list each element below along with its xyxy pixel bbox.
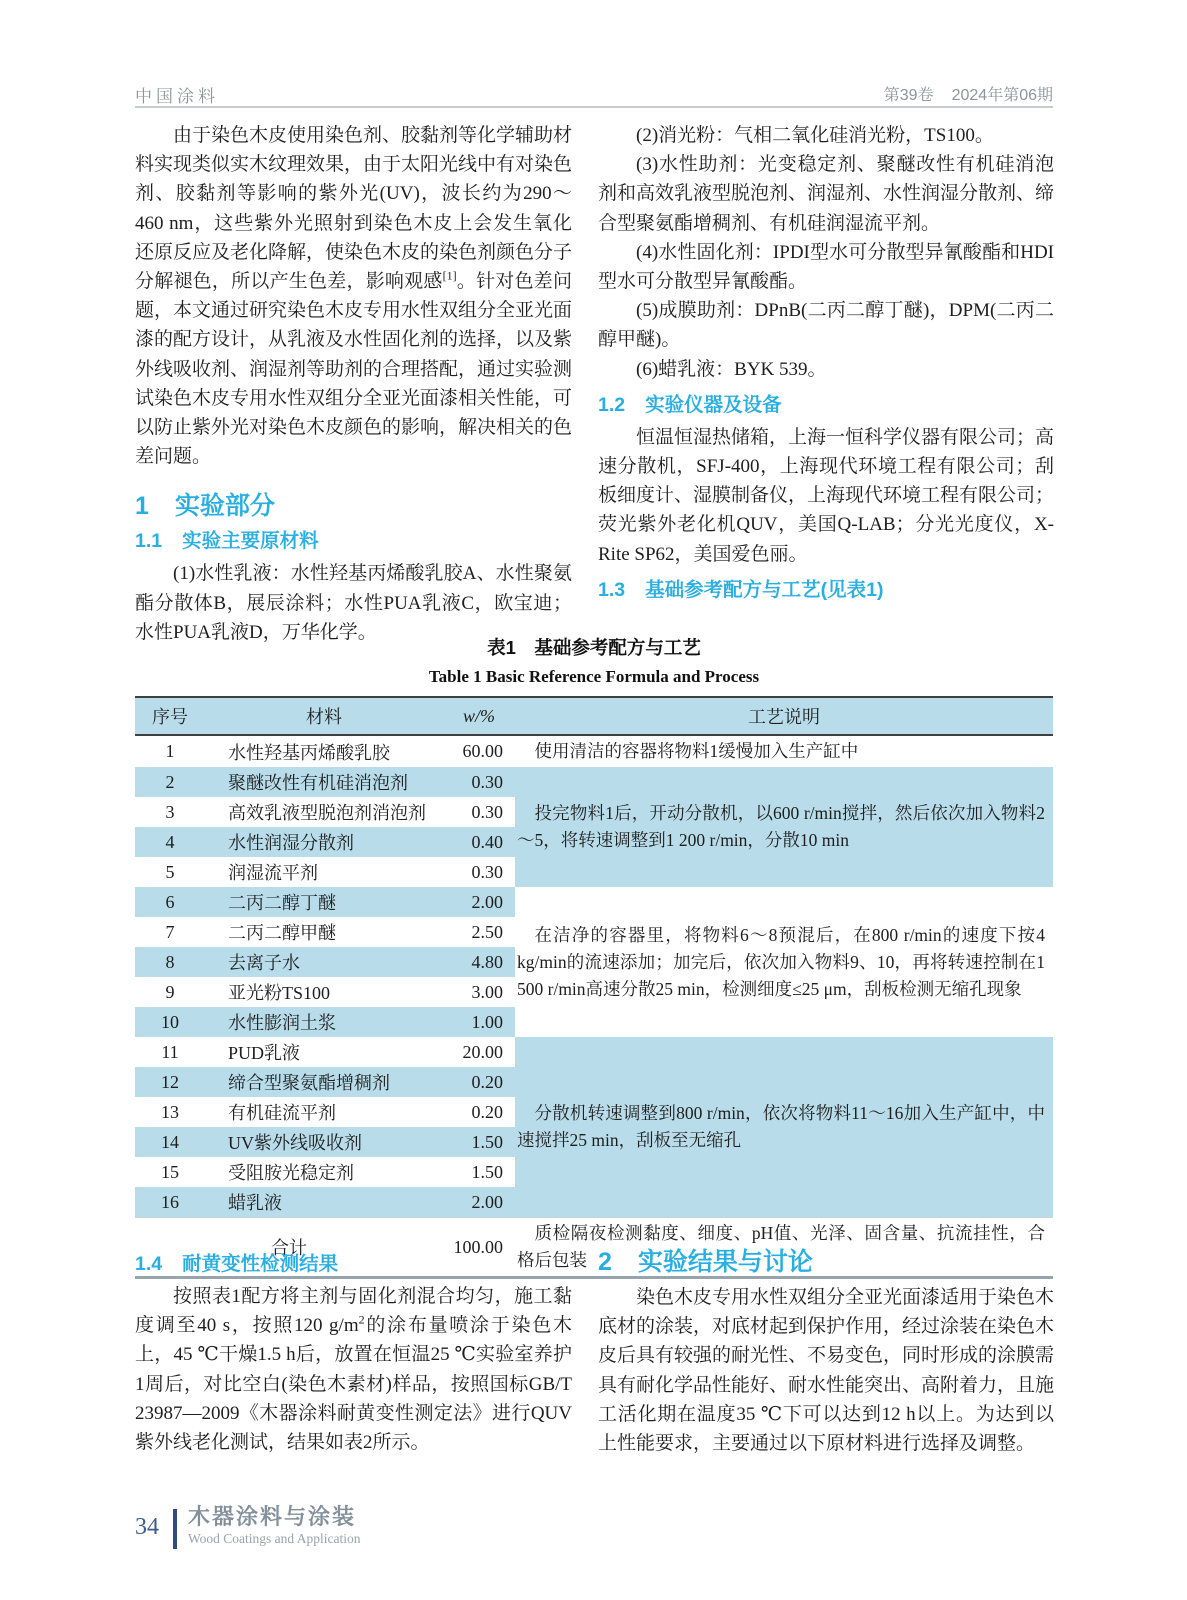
yellowing-test-paragraph <box>135 1282 572 1457</box>
cell-material: 聚醚改性有机硅消泡剂 <box>205 767 443 797</box>
cell-seq: 6 <box>135 887 205 917</box>
section-1-number: 1 <box>135 492 149 521</box>
page-footer <box>135 1505 361 1549</box>
materials-item-6: (6)蜡乳液：BYK 539。 <box>636 358 827 380</box>
section-1-3-heading <box>598 578 1054 602</box>
section-1-4-number: 1.4 <box>135 1253 163 1275</box>
section-1-3-number: 1.3 <box>598 578 626 601</box>
header-seq: 序号 <box>135 697 205 735</box>
cell-material: 二丙二醇丁醚 <box>205 887 443 917</box>
section-1-4-title: 耐黄变性检测结果 <box>182 1253 339 1275</box>
page-number: 34 <box>135 1514 159 1540</box>
materials-item-5: (5)成膜助剂：DPnB(二丙二醇丁醚)，DPM(二丙二醇甲醚)。 <box>598 300 1054 351</box>
cell-process: 在洁净的容器里，将物料6～8预混后，在800 r/min的速度下按4 kg/min的流速添加；加完后，依次加入物料9、10，再将转速控制在1 500 r/min高速分散25 min，检测细度≤25 μm，刮板检测无缩孔现象 <box>517 924 1045 999</box>
volume: 第39卷 <box>883 87 934 104</box>
intro-paragraph <box>135 121 572 471</box>
cell-weight: 3.00 <box>471 981 503 1002</box>
cell-material: 有机硅流平剂 <box>228 1103 336 1123</box>
cell-seq: 14 <box>135 1127 205 1157</box>
table-row <box>135 735 1053 767</box>
cell-seq: 10 <box>135 1007 205 1037</box>
cell-weight: 2.00 <box>443 887 515 917</box>
section-1-1-title: 实验主要原材料 <box>182 530 319 553</box>
cell-weight: 0.30 <box>471 801 503 822</box>
total-weight: 100.00 <box>443 1218 515 1278</box>
cell-material: 润湿流平剂 <box>228 863 318 883</box>
left-column-bottom <box>135 1252 572 1457</box>
section-1-heading <box>135 492 572 520</box>
cell-seq: 4 <box>135 827 205 857</box>
cell-seq: 15 <box>161 1161 179 1182</box>
section-1-2-heading <box>598 393 1054 417</box>
cell-material: PUD乳液 <box>228 1043 301 1063</box>
cell-seq: 3 <box>165 801 175 822</box>
section-1-2-number: 1.2 <box>598 393 626 416</box>
volume-issue <box>884 82 1053 105</box>
cell-weight: 2.00 <box>443 1187 515 1218</box>
cell-weight: 4.80 <box>443 947 515 977</box>
results-discussion-paragraph: 染色木皮专用水性双组分全亚光面漆适用于染色木底材的涂装，对底材起到保护作用，经过涂装在染色木皮后具有较强的耐光性、不易变色，同时形成的涂膜需具有耐化学品性能好、耐水性能突出、高附着力，且施工活化期在温度35 ℃下可以达到12 h以上。为达到以上性能要求，主要通过以下原材料进行选择及调整。 <box>598 1287 1055 1455</box>
total-label: 合计 <box>135 1218 443 1278</box>
cell-seq: 16 <box>135 1187 205 1218</box>
cell-material: 水性膨润土浆 <box>205 1007 443 1037</box>
cell-material: 高效乳液型脱泡剂消泡剂 <box>228 803 426 823</box>
header-material: 材料 <box>205 697 443 735</box>
cell-weight: 60.00 <box>462 741 503 761</box>
header-rule <box>135 106 1053 108</box>
table-row <box>135 767 1053 797</box>
cell-weight: 0.20 <box>471 1101 503 1122</box>
materials-item-3: (3)水性助剂：光变稳定剂、聚醚改性有机硅消泡剂和高效乳液型脱泡剂、润湿剂、水性润湿分散剂、缔合型聚氨酯增稠剂、有机硅润湿流平剂。 <box>598 154 1055 234</box>
footer-column-title-cn: 木器涂料与涂装 <box>188 1504 357 1529</box>
yellowing-text-1: 按照表1配方将主剂与固化剂混合均匀，施工黏度调至40 s，按照120 g/m <box>135 1286 572 1337</box>
section-1-4-heading <box>135 1252 572 1276</box>
issue: 2024年第06期 <box>951 87 1053 104</box>
cell-material: 二丙二醇甲醚 <box>228 923 336 943</box>
table-header-row <box>135 697 1053 735</box>
cell-weight: 0.30 <box>471 861 503 882</box>
section-1-1-heading <box>135 529 572 553</box>
table-row <box>135 1037 1053 1067</box>
formula-table <box>135 696 1053 1279</box>
table-caption-en: Table 1 Basic Reference Formula and Process <box>428 667 760 686</box>
table-caption-cn: 表1 基础参考配方与工艺 <box>487 637 701 658</box>
cell-seq: 13 <box>161 1101 179 1122</box>
cell-weight: 1.00 <box>443 1007 515 1037</box>
page-header <box>135 82 1053 104</box>
cell-seq: 2 <box>135 767 205 797</box>
cell-seq: 12 <box>135 1067 205 1097</box>
cell-weight: 2.50 <box>471 921 503 942</box>
cell-weight: 1.50 <box>471 1161 503 1182</box>
materials-item-4: (4)水性固化剂：IPDI型水可分散型异氰酸酯和HDI型水可分散型异氰酸酯。 <box>598 241 1054 293</box>
cell-material: 水性润湿分散剂 <box>205 827 443 857</box>
section-1-1-number: 1.1 <box>135 530 163 553</box>
section-1-title: 实验部分 <box>174 492 275 521</box>
header-weight-percent: w/% <box>443 697 515 735</box>
table-row <box>135 887 1053 917</box>
section-2-number: 2 <box>598 1248 612 1276</box>
cell-process: 投完物料1后，开动分散机，以600 r/min搅拌，然后依次加入物料2～5，将转速调整到1 200 r/min，分散10 min <box>515 767 1053 887</box>
cell-material: UV紫外线吸收剂 <box>205 1127 443 1157</box>
cell-weight: 0.40 <box>443 827 515 857</box>
footer-divider-bar <box>173 1509 177 1549</box>
cell-material: 去离子水 <box>205 947 443 977</box>
header-process: 工艺说明 <box>515 697 1053 735</box>
materials-item-1: (1)水性乳液：水性羟基丙烯酸乳胶A、水性聚氨酯分散体B，展辰涂料；水性PUA乳液C，欧宝迪；水性PUA乳液D，万华化学。 <box>135 563 572 643</box>
instruments-paragraph: 恒温恒湿热储箱，上海一恒科学仪器有限公司；高速分散机，SFJ-400，上海现代环境工程有限公司；刮板细度计、湿膜制备仪，上海现代环境工程有限公司；荧光紫外老化机QUV，美国Q-LAB；分光光度仪，X-Rite SP62，美国爱色丽。 <box>598 426 1055 565</box>
cell-seq: 5 <box>165 861 175 882</box>
cell-material: 水性羟基丙烯酸乳胶 <box>228 742 390 763</box>
footer-column-title-en: Wood Coatings and Application <box>188 1531 361 1546</box>
cell-seq: 11 <box>161 1041 179 1062</box>
right-column-top <box>598 121 1054 608</box>
cell-material: 受阻胺光稳定剂 <box>228 1163 354 1183</box>
cell-material: 蜡乳液 <box>205 1187 443 1218</box>
cell-material: 缔合型聚氨酯增稠剂 <box>205 1067 443 1097</box>
cell-weight: 0.30 <box>443 767 515 797</box>
footer-section <box>188 1505 361 1547</box>
cell-weight: 1.50 <box>443 1127 515 1157</box>
cell-seq: 7 <box>165 921 175 942</box>
total-process: 质检隔夜检测黏度、细度、pH值、光泽、固含量、抗流挂性，合格后包装 <box>515 1218 1053 1278</box>
cell-seq: 8 <box>135 947 205 977</box>
cell-material: 亚光粉TS100 <box>228 983 331 1003</box>
left-column-top <box>135 121 572 647</box>
materials-item-2: (2)消光粉：气相二氧化硅消光粉，TS100。 <box>636 125 994 146</box>
cell-weight: 20.00 <box>462 1041 503 1062</box>
cell-weight: 0.20 <box>443 1067 515 1097</box>
cell-process: 分散机转速调整到800 r/min，依次将物料11～16加入生产缸中，中速搅拌25 min，刮板至无缩孔 <box>515 1037 1053 1218</box>
right-column-bottom <box>598 1248 1054 1458</box>
cell-seq: 1 <box>165 741 175 761</box>
cell-process: 使用清洁的容器将物料1缓慢加入生产缸中 <box>534 741 859 761</box>
journal-name: 中国涂料 <box>135 87 219 106</box>
section-2-title: 实验结果与讨论 <box>637 1248 813 1276</box>
section-1-2-title: 实验仪器及设备 <box>645 393 782 416</box>
section-1-3-title: 基础参考配方与工艺(见表1) <box>645 578 884 601</box>
section-2-heading <box>598 1248 1054 1276</box>
cell-seq: 9 <box>165 981 175 1002</box>
reference-superscript: [1] <box>442 268 457 283</box>
squared-superscript: 2 <box>358 1312 365 1327</box>
yellowing-text-2: 的涂布量喷涂于染色木上，45 ℃干燥1.5 h后，放置在恒温25 ℃实验室养护1周后，对比空白(染色木素材)样品，按照国标GB/T 23987—2009《木器涂料耐黄变性测定法》进行QUV紫外线老化测试，结果如表2所示。 <box>135 1315 572 1454</box>
intro-text-2: 。针对色差问题，本文通过研究染色木皮专用水性双组分全亚光面漆的配方设计，从乳液及水性固化剂的选择，以及紫外线吸收剂、润湿剂等助剂的合理搭配，通过实验测试染色木皮专用水性双组分全亚光面漆相关性能，可以防止紫外光对染色木皮颜色的影响，解决相关的色差问题。 <box>135 271 573 468</box>
table-1-section <box>135 634 1053 1279</box>
intro-text-1: 由于染色木皮使用染色剂、胶黏剂等化学辅助材料实现类似实木纹理效果，由于太阳光线中有对染色剂、胶黏剂等影响的紫外光(UV)，波长约为290～460 nm，这些紫外光照射到染色木皮上会发生氧化还原反应及老化降解，使染色木皮的染色剂颜色分子分解褪色，所以产生色差，影响观感 <box>135 125 573 293</box>
